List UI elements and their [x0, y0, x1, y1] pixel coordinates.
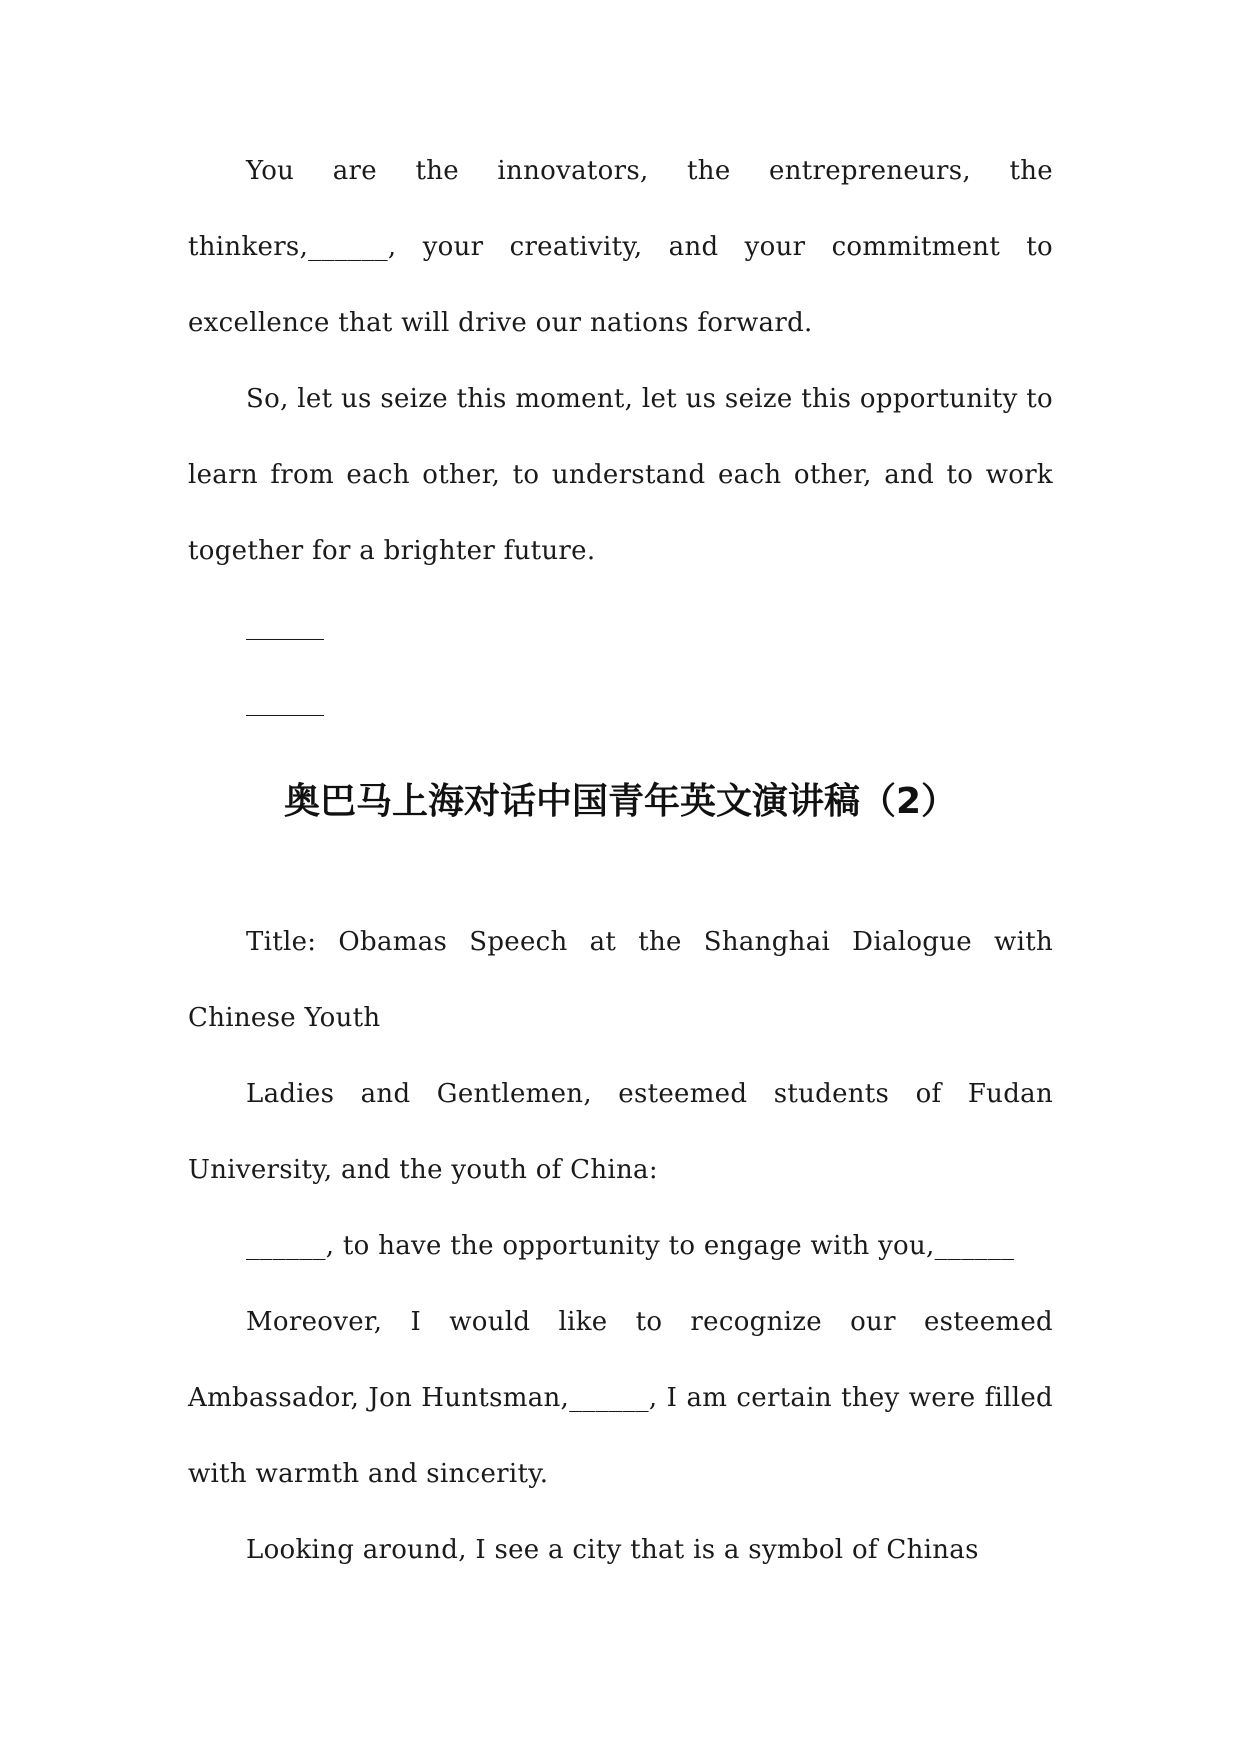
paragraph-opportunity: ______, to have the opportunity to engage with you,______: [246, 1231, 1015, 1261]
paragraph-innovators: You are the innovators, the entrepreneurs, the thinkers,______, your creativity, and your commitment to excellence that will drive our nations forward.: [188, 156, 1053, 338]
blank-line-2: ______: [246, 687, 324, 717]
paragraph-ambassador: Moreover, I would like to recognize our esteemed Ambassador, Jon Huntsman,______, I am certain they were filled with warmth and sincerity.: [188, 1307, 1053, 1489]
paragraph-greeting: Ladies and Gentlemen, esteemed students of Fudan University, and the youth of China:: [188, 1079, 1053, 1185]
paragraph-title: Title: Obamas Speech at the Shanghai Dialogue with Chinese Youth: [188, 927, 1053, 1033]
paragraph-seize-moment: So, let us seize this moment, let us seize this opportunity to learn from each other, to understand each other, and to work together for a brighter future.: [188, 384, 1053, 566]
paragraph-looking-around: Looking around, I see a city that is a symbol of Chinas: [246, 1535, 979, 1565]
section-heading: 奥巴马上海对话中国青年英文演讲稿（2）: [283, 781, 958, 822]
blank-line-1: ______: [246, 611, 324, 641]
